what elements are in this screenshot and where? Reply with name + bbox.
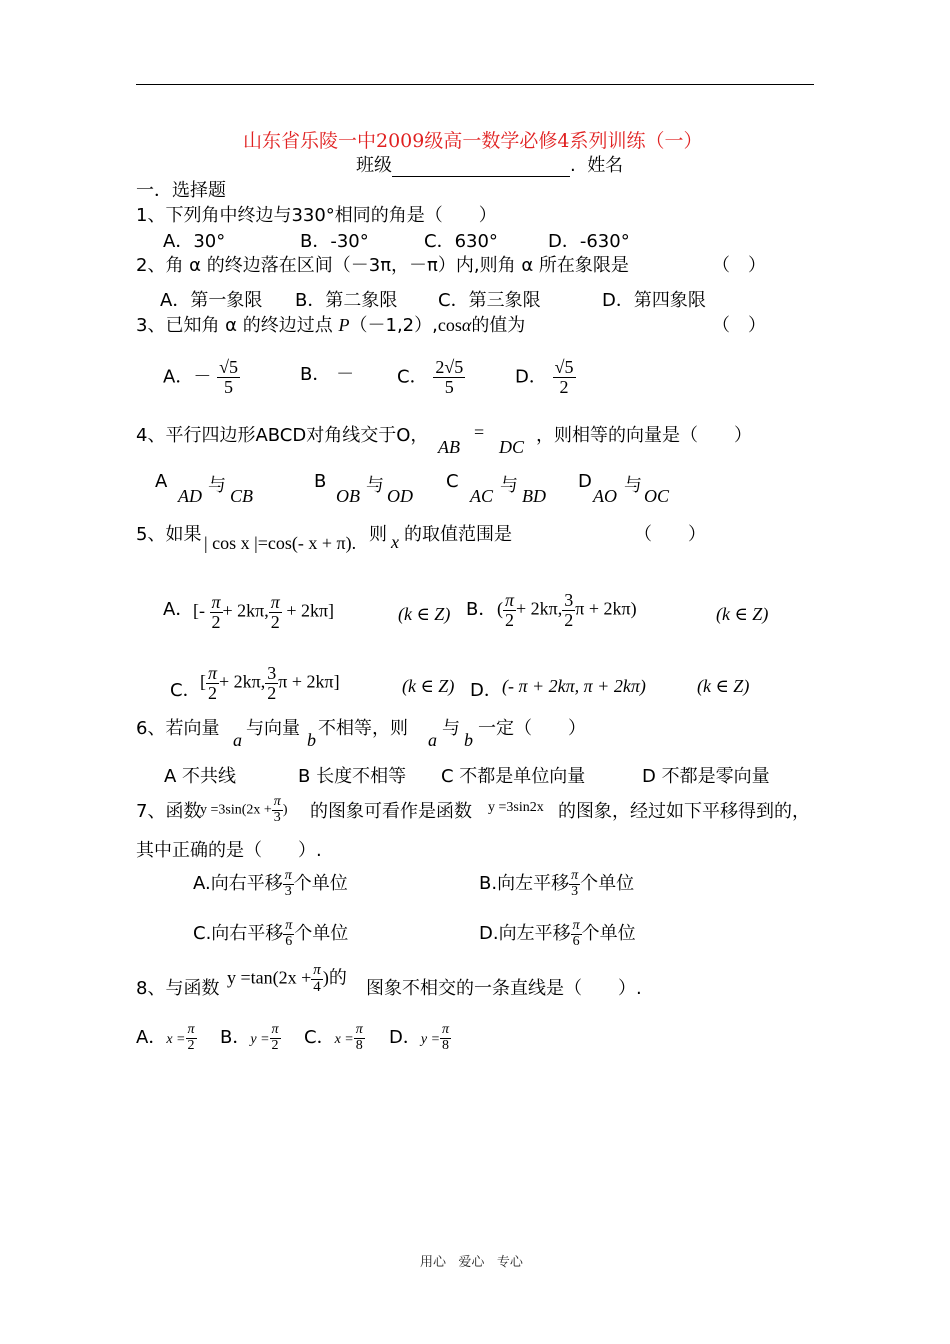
q2-answer-paren: （ ） [712,255,766,276]
q3-d-num: √5 [554,357,574,377]
q3-alpha: α [461,315,472,335]
q6-option-c: C 不都是单位向量 [441,766,586,787]
q7-d-pre: D.向左平移 [479,923,571,945]
q8-b-frac [270,1023,281,1053]
q5-condition: | cos x |=cos(- x + π). [204,533,357,553]
q8-option-d [389,1023,451,1053]
q3-d-label: D． [515,366,547,388]
q6-mid-3: 与 [442,718,460,739]
q7-c-frac [283,919,294,949]
q8-b-pi: π [271,1022,279,1037]
q8-option-a [136,1023,197,1053]
q7-f1-three: 3 [273,809,281,825]
footer-text-1: 用心 [420,1255,447,1270]
q4-d-vector-2: OC [644,486,670,506]
q5-a-frac1 [210,593,223,632]
q3-option-a [163,358,240,397]
question-2-stem: 2、角 α 的终边落在区间（－3π，－π）内,则角 α 所在象限是 [136,255,629,276]
q5-b-end: π + 2kπ) [575,598,637,619]
q5-d-kz: (k ∈ Z) [697,676,750,696]
question-8-pre: 8、与函数 [136,978,220,999]
q4-c-vector-1: AC [470,486,494,506]
q7-function-1 [200,795,287,825]
footer [420,1251,523,1270]
q3-option-c [397,358,465,397]
q3-a-sign: － [193,366,212,388]
q5-option-c-label: C． [170,680,201,701]
q6-vector-b-2: b [464,730,473,750]
q6-option-a: A 不共线 [164,766,237,787]
q3-b-sign: － [336,364,355,385]
q8-d-label: D． [389,1027,421,1049]
q8-d-pi: π [442,1022,450,1037]
q4-c-vector-2: BD [522,486,546,506]
q8-b-label: B． [220,1027,251,1049]
name-separator: . [570,155,576,176]
q8-b-var: y = [250,1032,270,1048]
q7-f1-pi: π [273,794,281,809]
q8-f-pre: y =tan(2x + [227,967,312,988]
q8-a-two: 2 [187,1037,195,1053]
q5-option-d: (- π + 2kπ, π + 2kπ) [502,676,646,696]
q4-option-c-label: C [446,471,459,492]
q3-point-var: P [338,315,350,335]
q5-c-open: [ [200,671,206,692]
q8-c-frac [354,1023,365,1053]
q7-b-frac [569,869,580,899]
q6-vector-b: b [307,730,316,750]
q2-option-c: C．第三象限 [438,290,541,311]
question-7-line-2: 其中正确的是（ ）. [136,840,322,861]
q8-option-b [220,1023,281,1053]
q1-option-b: B．-30° [300,231,369,252]
q7-option-d [479,919,636,949]
class-label: 班级 [356,155,392,176]
q7-b-pre: B.向左平移 [479,873,570,895]
q3-d-den: 2 [559,376,569,397]
q7-option-c [193,919,348,949]
q5-b-mid: + 2kπ, [516,598,563,619]
footer-text-2: 爱心 [458,1255,485,1270]
q8-a-frac [186,1023,197,1053]
q8-function [227,963,347,996]
q4-vector-ab: AB [438,437,460,457]
page-title: 山东省乐陵一中2009级高一数学必修4系列训练（一） [243,130,703,152]
q8-f-frac [311,963,323,996]
q8-d-eight: 8 [442,1037,450,1053]
q3-c-den: 5 [444,376,454,397]
q6-mid-1: 与向量 [246,718,300,739]
q7-c-six: 6 [285,933,293,949]
question-1-stem: 1、下列角中终边与330°相同的角是（ ） [136,205,497,226]
q5-answer-paren: （ ） [634,524,706,545]
q7-c-unit: 个单位 [294,923,349,945]
q5-a-two-2: 2 [270,611,280,632]
question-5-stem-post: 的取值范围是 [404,524,512,545]
q8-f-tail: 的 [328,967,347,988]
q3-a-num: √5 [219,357,238,377]
q3-option-b [300,360,354,386]
q5-c-frac2 [265,664,278,703]
q4-option-d-label: D [578,471,592,492]
q5-option-a-label: A． [163,599,194,620]
q4-vector-dc: DC [499,437,525,457]
q3-stem-post: 的值为 [471,315,526,336]
q3-stem-pre: 3、已知角 α 的终边过点 [136,315,333,336]
q3-a-fraction [217,358,240,397]
q7-d-frac [571,919,582,949]
q7-a-frac [283,869,294,899]
q4-a-with: 与 [208,475,226,496]
q8-c-label: C． [304,1027,335,1049]
q7-f1-post: ) [282,802,288,818]
q4-a-vector-2: CB [230,486,254,506]
q3-point-value: （－1,2）, [349,315,438,336]
q8-a-pi: π [187,1022,195,1037]
q1-option-d: D．-630° [548,231,630,252]
footer-text-3: 专心 [496,1255,523,1270]
q7-a-unit: 个单位 [293,873,348,895]
q3-d-fraction [553,358,576,397]
q6-vector-a: a [233,730,242,750]
q5-option-b [497,591,637,630]
q4-c-with: 与 [500,475,518,496]
q8-c-eight: 8 [355,1037,363,1053]
q5-option-a [193,593,334,632]
q7-d-unit: 个单位 [581,923,636,945]
q5-c-pi: π [208,663,218,683]
q5-b-three: 3 [564,590,574,610]
q7-option-b [479,869,634,899]
q7-b-pi: π [571,868,579,883]
q4-b-with: 与 [366,475,384,496]
q3-cos: cos [437,315,462,335]
q5-b-frac1 [503,591,516,630]
question-3-stem [136,311,525,337]
q5-then: 则 [369,524,387,545]
class-blank [392,158,570,177]
q7-a-pre: A.向右平移 [193,873,283,895]
q8-d-frac [440,1023,451,1053]
q5-c-end: π + 2kπ] [278,671,340,692]
q8-f-four: 4 [313,978,321,995]
q5-c-frac1 [206,664,219,703]
q5-option-b-label: B． [466,599,497,620]
q8-c-pi: π [355,1022,363,1037]
question-7-post: 的图象，经过如下平移得到的， [558,801,810,822]
header-rule [136,84,814,85]
q5-c-two-2: 2 [267,682,277,703]
q7-f1-frac [272,795,283,825]
q7-a-three: 3 [284,883,292,899]
q2-option-d: D．第四象限 [602,290,706,311]
q7-f1-pre: y =3sin(2x + [200,802,272,818]
q3-answer-paren: （ ） [712,315,766,336]
q5-option-d-label: D． [470,680,502,701]
q8-a-var: x = [166,1032,186,1048]
q7-d-pi: π [572,918,580,933]
q4-d-vector-1: AO [593,486,617,506]
q4-b-vector-2: OD [387,486,413,506]
q5-a-two: 2 [211,611,221,632]
question-4-stem-pre: 4、平行四边形ABCD对角线交于O， [136,425,429,446]
q1-option-a: A．30° [163,231,226,252]
q2-option-b: B．第二象限 [295,290,398,311]
q7-c-pi: π [285,918,293,933]
question-6-stem-pre: 6、若向量 [136,718,220,739]
q5-c-three: 3 [267,663,277,683]
q3-b-label: B． [300,364,331,385]
q1-option-c: C．630° [424,231,498,252]
q3-option-d [515,358,576,397]
name-label: 姓名 [587,155,624,176]
q5-a-frac2 [269,593,282,632]
q5-a-open: [- [193,600,205,621]
q5-c-mid: + 2kπ, [219,671,266,692]
q5-b-two-2: 2 [564,609,574,630]
q5-a-mid: + 2kπ, [222,600,269,621]
q6-option-b: B 长度不相等 [298,766,407,787]
q4-option-a-label: A [155,471,168,492]
q4-b-vector-1: OB [336,486,360,506]
q7-function-2: y =3sin2x [488,800,544,815]
question-4-stem-post: ，则相等的向量是（ ） [536,425,752,446]
q8-f-pi: π [313,962,321,978]
q8-option-c [304,1023,365,1053]
q8-c-var: x = [334,1032,354,1048]
q5-c-kz: (k ∈ Z) [402,676,455,696]
q5-a-end: + 2kπ] [286,600,335,621]
question-7-mid: 的图象可看作是函数 [310,801,472,822]
q5-a-pi-2: π [270,592,280,612]
q7-option-a [193,869,348,899]
q8-d-var: y = [420,1032,441,1048]
q5-a-kz: (k ∈ Z) [398,604,451,624]
q7-c-pre: C.向右平移 [193,923,284,945]
q5-c-two: 2 [208,682,218,703]
q4-a-vector-1: AD [178,486,202,506]
question-6-stem-post: 一定（ ） [478,718,586,739]
q8-f-post: ) [322,967,329,988]
q5-b-open: ( [497,598,503,619]
q3-c-num: 2√5 [435,357,464,377]
q3-a-label: A． [163,366,194,388]
question-7-pre: 7、函数 [136,801,202,822]
q5-a-pi: π [211,592,221,612]
question-5-stem-pre: 5、如果 [136,524,202,545]
q5-var-x: x [391,532,399,552]
q7-a-pi: π [284,868,292,883]
q5-option-c [200,664,340,703]
q4-equals: = [474,422,485,442]
section-heading: 一．选择题 [136,180,226,201]
class-name-line [356,151,623,177]
q3-c-label: C． [397,366,428,388]
q3-c-fraction [433,358,465,397]
q7-b-three: 3 [571,883,579,899]
q5-b-pi: π [505,590,515,610]
q6-vector-a-2: a [428,730,437,750]
q4-d-with: 与 [624,475,642,496]
q3-a-den: 5 [224,376,233,397]
q6-mid-2: 不相等，则 [318,718,408,739]
q2-option-a: A．第一象限 [160,290,263,311]
q5-b-frac2 [562,591,575,630]
q8-a-label: A． [136,1027,167,1049]
question-8-post: 图象不相交的一条直线是（ ）. [366,978,642,999]
q4-option-b-label: B [314,471,327,492]
q6-option-d: D 不都是零向量 [642,766,770,787]
q5-b-two: 2 [505,609,515,630]
q7-b-unit: 个单位 [580,873,635,895]
q7-d-six: 6 [572,933,580,949]
q8-b-two: 2 [271,1037,279,1053]
q5-b-kz: (k ∈ Z) [716,604,769,624]
